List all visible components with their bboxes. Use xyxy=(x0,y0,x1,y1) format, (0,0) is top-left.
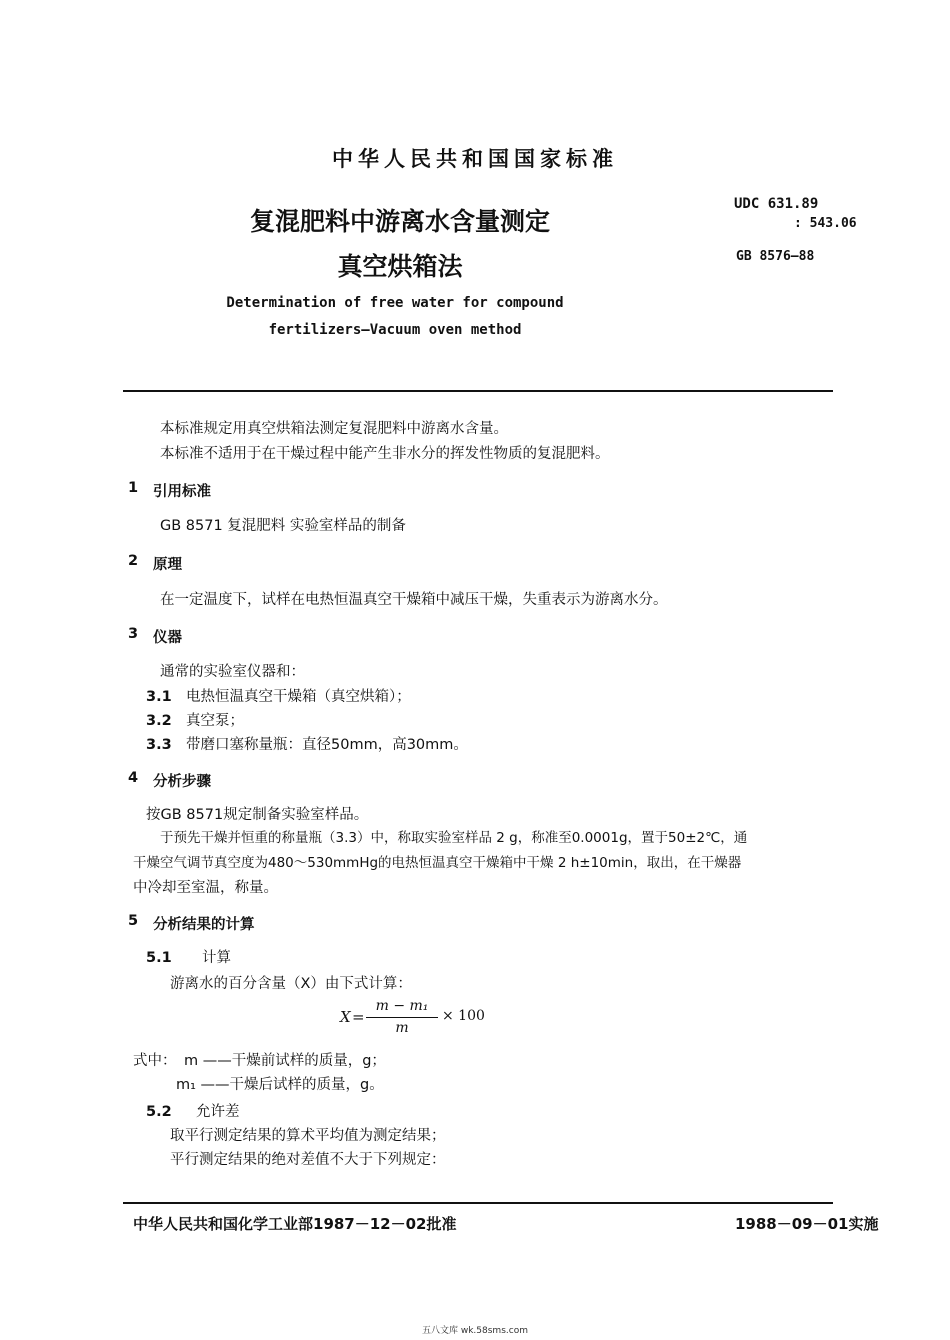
section1-number: 1 xyxy=(128,480,139,496)
gb-number: GB 8576—88 xyxy=(736,249,815,264)
where-m: m ——干燥前试样的质量，g； xyxy=(184,1053,386,1069)
approval-line: 中华人民共和国化学工业部1987－12－02批准 xyxy=(133,1215,457,1233)
section3-number: 3 xyxy=(128,626,139,642)
item-number: 3.1 xyxy=(146,689,172,705)
list-item xyxy=(146,709,244,730)
item-number: 3.3 xyxy=(146,737,172,753)
bottom-divider xyxy=(123,1202,833,1204)
section3-intro: 通常的实验室仪器和： xyxy=(160,664,305,680)
section4-number: 4 xyxy=(128,770,139,786)
watermark-footer: 五八文库 wk.58sms.com xyxy=(422,1326,528,1336)
formula-numerator: m − m₁ xyxy=(375,998,429,1014)
section5-heading: 分析结果的计算 xyxy=(153,917,255,933)
sub-heading: 允许差 xyxy=(196,1104,240,1120)
sub-heading: 计算 xyxy=(202,950,231,966)
free-water-formula xyxy=(340,998,500,1038)
top-divider xyxy=(123,390,833,392)
formula-equals: = xyxy=(352,1008,365,1026)
formula-lhs: X xyxy=(340,1008,351,1026)
section4-line4: 中冷却至室温，称量。 xyxy=(133,880,278,896)
section4-line1: 按GB 8571规定制备实验室样品。 xyxy=(146,807,369,823)
item-text: 真空泵； xyxy=(186,713,244,729)
english-title-line2: fertilizers—Vacuum oven method xyxy=(268,322,522,338)
section3-heading: 仪器 xyxy=(153,630,182,646)
section1-reference: GB 8571 复混肥料 实验室样品的制备 xyxy=(160,518,406,534)
where-m1: m₁ ——干燥后试样的质量，g。 xyxy=(176,1077,384,1093)
effective-date: 1988－09－01实施 xyxy=(735,1215,879,1233)
where-label: 式中： xyxy=(133,1053,177,1069)
section5-2 xyxy=(146,1100,240,1121)
section2-text: 在一定温度下，试样在电热恒温真空干燥箱中减压干燥，失重表示为游离水分。 xyxy=(160,592,668,608)
section4-heading: 分析步骤 xyxy=(153,774,211,790)
section2-number: 2 xyxy=(128,553,139,569)
section4-line3: 干燥空气调节真空度为480～530mmHg的电热恒温真空干燥箱中干燥 2 h±10min，取出，在干燥器 xyxy=(133,855,742,871)
section2-heading: 原理 xyxy=(153,557,182,573)
section5-1 xyxy=(146,946,231,967)
formula-denominator: m xyxy=(395,1020,409,1036)
section5-number: 5 xyxy=(128,913,139,929)
udc-code-line1: UDC 631.89 xyxy=(734,196,819,212)
calc-intro: 游离水的百分含量（X）由下式计算： xyxy=(170,976,412,992)
intro-line2: 本标准不适用于在干燥过程中能产生非水分的挥发性物质的复混肥料。 xyxy=(160,446,610,462)
tolerance-line1: 取平行测定结果的算术平均值为测定结果； xyxy=(170,1128,446,1144)
item-text: 带磨口塞称量瓶：直径50mm，高30mm。 xyxy=(186,737,468,753)
udc-code-line2: : 543.06 xyxy=(794,216,857,231)
intro-line1: 本标准规定用真空烘箱法测定复混肥料中游离水含量。 xyxy=(160,421,508,437)
chinese-title-line2: 真空烘箱法 xyxy=(337,252,463,281)
list-item xyxy=(146,733,468,754)
formula-multiplier: × 100 xyxy=(442,1008,485,1024)
fraction-bar xyxy=(366,1017,438,1018)
section4-line2: 于预先干燥并恒重的称量瓶（3.3）中，称取实验室样品 2 g，称准至0.0001g，置于50±2℃，通 xyxy=(160,830,748,846)
sub-number: 5.1 xyxy=(146,950,172,966)
tolerance-line2: 平行测定结果的绝对差值不大于下列规定： xyxy=(170,1152,446,1168)
sub-number: 5.2 xyxy=(146,1104,172,1120)
national-standard-heading: 中华人民共和国国家标准 xyxy=(332,147,618,171)
section1-heading: 引用标准 xyxy=(153,484,211,500)
english-title-line1: Determination of free water for compound xyxy=(226,295,564,311)
list-item xyxy=(146,685,411,706)
chinese-title-line1: 复混肥料中游离水含量测定 xyxy=(249,207,550,236)
item-text: 电热恒温真空干燥箱（真空烘箱）； xyxy=(186,689,411,705)
item-number: 3.2 xyxy=(146,713,172,729)
